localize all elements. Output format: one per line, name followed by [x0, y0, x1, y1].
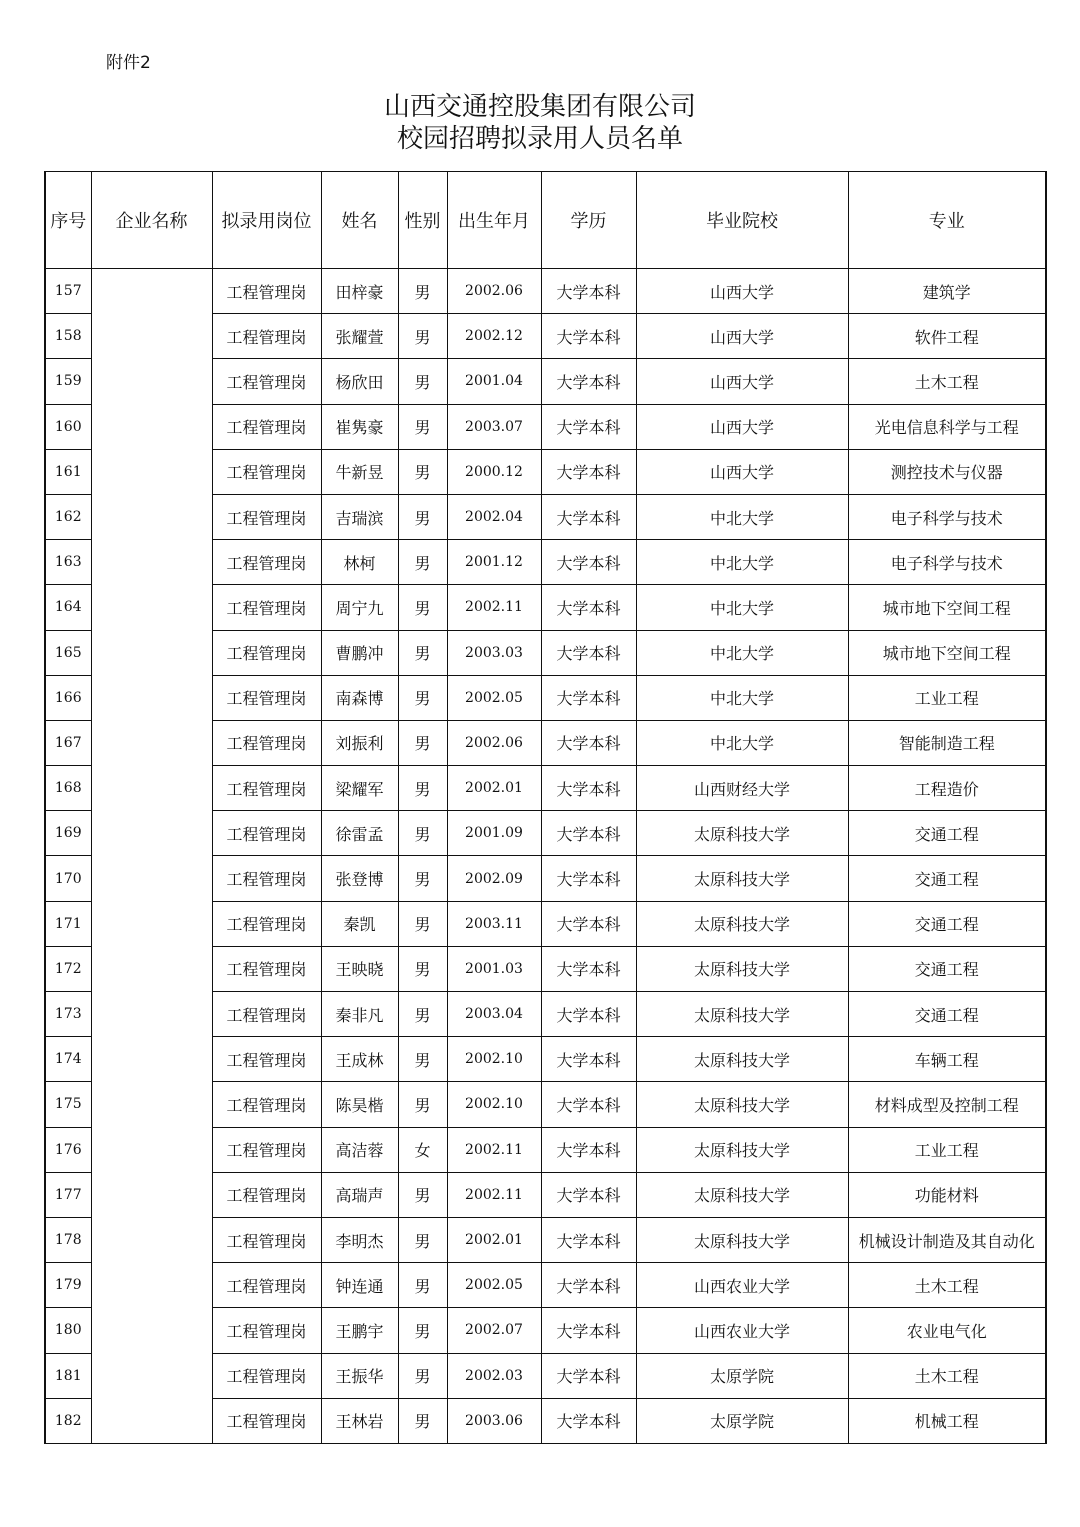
cell-name: 王映晓: [321, 946, 398, 991]
cell-position: 工程管理岗: [212, 675, 321, 720]
cell-name: 杨欣田: [321, 359, 398, 404]
cell-major: 城市地下空间工程: [848, 630, 1046, 675]
cell-education: 大学本科: [541, 494, 636, 539]
cell-gender: 男: [398, 675, 447, 720]
cell-birth: 2002.03: [447, 1353, 541, 1398]
cell-birth: 2003.03: [447, 630, 541, 675]
header-school: 毕业院校: [636, 172, 848, 269]
cell-school: 山西大学: [636, 449, 848, 494]
cell-seq: 161: [45, 449, 91, 494]
cell-name: 陈昊楷: [321, 1082, 398, 1127]
cell-major: 材料成型及控制工程: [848, 1082, 1046, 1127]
cell-birth: 2002.11: [447, 1127, 541, 1172]
cell-position: 工程管理岗: [212, 1308, 321, 1353]
hire-list-table: [44, 171, 1047, 1444]
header-education: 学历: [541, 172, 636, 269]
cell-seq: 172: [45, 946, 91, 991]
cell-gender: 男: [398, 494, 447, 539]
cell-school: 中北大学: [636, 540, 848, 585]
cell-major: 测控技术与仪器: [848, 449, 1046, 494]
cell-name: 周宁九: [321, 585, 398, 630]
cell-gender: 男: [398, 1217, 447, 1262]
cell-birth: 2002.06: [447, 269, 541, 314]
cell-major: 土木工程: [848, 1263, 1046, 1308]
cell-position: 工程管理岗: [212, 1217, 321, 1262]
cell-seq: 165: [45, 630, 91, 675]
cell-major: 电子科学与技术: [848, 494, 1046, 539]
cell-education: 大学本科: [541, 901, 636, 946]
cell-name: 吉瑞滨: [321, 494, 398, 539]
cell-birth: 2001.09: [447, 811, 541, 856]
document-title-line1: 山西交通控股集团有限公司: [383, 92, 696, 122]
cell-birth: 2002.11: [447, 1172, 541, 1217]
cell-major: 建筑学: [848, 269, 1046, 314]
document-title-line2: 校园招聘拟录用人员名单: [396, 124, 683, 154]
cell-education: 大学本科: [541, 992, 636, 1037]
header-major: 专业: [848, 172, 1046, 269]
cell-birth: 2003.07: [447, 404, 541, 449]
cell-gender: 男: [398, 269, 447, 314]
cell-education: 大学本科: [541, 449, 636, 494]
cell-education: 大学本科: [541, 359, 636, 404]
attachment-label: 附件2: [106, 53, 151, 73]
cell-position: 工程管理岗: [212, 494, 321, 539]
cell-name: 崔隽豪: [321, 404, 398, 449]
cell-birth: 2003.04: [447, 992, 541, 1037]
cell-education: 大学本科: [541, 856, 636, 901]
cell-position: 工程管理岗: [212, 314, 321, 359]
cell-education: 大学本科: [541, 1172, 636, 1217]
cell-seq: 175: [45, 1082, 91, 1127]
cell-birth: 2000.12: [447, 449, 541, 494]
cell-gender: 男: [398, 766, 447, 811]
cell-education: 大学本科: [541, 1263, 636, 1308]
cell-birth: 2002.05: [447, 1263, 541, 1308]
cell-position: 工程管理岗: [212, 766, 321, 811]
cell-gender: 男: [398, 404, 447, 449]
cell-birth: 2003.11: [447, 901, 541, 946]
header-position: 拟录用岗位: [212, 172, 321, 269]
cell-seq: 174: [45, 1037, 91, 1082]
cell-gender: 男: [398, 630, 447, 675]
header-seq: 序号: [45, 172, 91, 269]
cell-birth: 2002.04: [447, 494, 541, 539]
cell-birth: 2002.11: [447, 585, 541, 630]
cell-major: 工程造价: [848, 766, 1046, 811]
cell-name: 林柯: [321, 540, 398, 585]
cell-seq: 162: [45, 494, 91, 539]
cell-gender: 男: [398, 1353, 447, 1398]
cell-education: 大学本科: [541, 585, 636, 630]
cell-school: 太原学院: [636, 1353, 848, 1398]
header-birth: 出生年月: [447, 172, 541, 269]
cell-birth: 2003.06: [447, 1398, 541, 1443]
cell-gender: 男: [398, 314, 447, 359]
cell-school: 中北大学: [636, 585, 848, 630]
cell-seq: 170: [45, 856, 91, 901]
cell-major: 土木工程: [848, 359, 1046, 404]
cell-school: 太原科技大学: [636, 1082, 848, 1127]
cell-gender: 男: [398, 1082, 447, 1127]
cell-school: 太原科技大学: [636, 992, 848, 1037]
cell-major: 土木工程: [848, 1353, 1046, 1398]
table-header-row: [45, 172, 1046, 269]
cell-name: 张登博: [321, 856, 398, 901]
cell-position: 工程管理岗: [212, 720, 321, 765]
cell-school: 太原科技大学: [636, 1172, 848, 1217]
cell-school: 山西大学: [636, 314, 848, 359]
cell-school: 中北大学: [636, 494, 848, 539]
cell-school: 太原科技大学: [636, 811, 848, 856]
cell-seq: 178: [45, 1217, 91, 1262]
cell-major: 电子科学与技术: [848, 540, 1046, 585]
cell-name: 钟连通: [321, 1263, 398, 1308]
cell-school: 山西财经大学: [636, 766, 848, 811]
cell-birth: 2001.03: [447, 946, 541, 991]
cell-major: 工业工程: [848, 1127, 1046, 1172]
cell-education: 大学本科: [541, 269, 636, 314]
cell-gender: 男: [398, 720, 447, 765]
cell-education: 大学本科: [541, 540, 636, 585]
cell-major: 光电信息科学与工程: [848, 404, 1046, 449]
cell-name: 王鹏宇: [321, 1308, 398, 1353]
cell-school: 山西大学: [636, 269, 848, 314]
cell-gender: 女: [398, 1127, 447, 1172]
cell-seq: 179: [45, 1263, 91, 1308]
cell-gender: 男: [398, 811, 447, 856]
cell-seq: 158: [45, 314, 91, 359]
cell-position: 工程管理岗: [212, 901, 321, 946]
cell-position: 工程管理岗: [212, 1037, 321, 1082]
cell-gender: 男: [398, 540, 447, 585]
cell-gender: 男: [398, 585, 447, 630]
cell-school: 中北大学: [636, 675, 848, 720]
cell-company: [91, 269, 212, 1444]
cell-school: 太原科技大学: [636, 946, 848, 991]
cell-position: 工程管理岗: [212, 359, 321, 404]
header-company: 企业名称: [91, 172, 212, 269]
header-gender: 性别: [398, 172, 447, 269]
cell-birth: 2002.05: [447, 675, 541, 720]
cell-education: 大学本科: [541, 946, 636, 991]
cell-position: 工程管理岗: [212, 1082, 321, 1127]
cell-position: 工程管理岗: [212, 946, 321, 991]
cell-education: 大学本科: [541, 1037, 636, 1082]
cell-education: 大学本科: [541, 314, 636, 359]
cell-position: 工程管理岗: [212, 585, 321, 630]
cell-school: 太原科技大学: [636, 901, 848, 946]
cell-gender: 男: [398, 901, 447, 946]
cell-seq: 180: [45, 1308, 91, 1353]
cell-position: 工程管理岗: [212, 630, 321, 675]
cell-position: 工程管理岗: [212, 1263, 321, 1308]
cell-school: 山西农业大学: [636, 1308, 848, 1353]
cell-major: 工业工程: [848, 675, 1046, 720]
cell-position: 工程管理岗: [212, 992, 321, 1037]
cell-school: 太原科技大学: [636, 1217, 848, 1262]
cell-birth: 2002.12: [447, 314, 541, 359]
cell-education: 大学本科: [541, 766, 636, 811]
cell-major: 交通工程: [848, 992, 1046, 1037]
cell-position: 工程管理岗: [212, 811, 321, 856]
cell-gender: 男: [398, 992, 447, 1037]
cell-gender: 男: [398, 946, 447, 991]
cell-gender: 男: [398, 1263, 447, 1308]
cell-seq: 157: [45, 269, 91, 314]
cell-major: 机械工程: [848, 1398, 1046, 1443]
cell-school: 中北大学: [636, 720, 848, 765]
table-row: [45, 269, 1046, 314]
header-name: 姓名: [321, 172, 398, 269]
cell-birth: 2002.01: [447, 766, 541, 811]
cell-major: 交通工程: [848, 811, 1046, 856]
cell-gender: 男: [398, 359, 447, 404]
cell-name: 曹鹏冲: [321, 630, 398, 675]
cell-name: 田梓豪: [321, 269, 398, 314]
cell-position: 工程管理岗: [212, 1127, 321, 1172]
cell-major: 软件工程: [848, 314, 1046, 359]
cell-school: 中北大学: [636, 630, 848, 675]
cell-major: 交通工程: [848, 901, 1046, 946]
cell-school: 山西大学: [636, 404, 848, 449]
cell-name: 秦非凡: [321, 992, 398, 1037]
cell-gender: 男: [398, 1398, 447, 1443]
cell-school: 太原科技大学: [636, 1037, 848, 1082]
cell-position: 工程管理岗: [212, 856, 321, 901]
table-body: [45, 269, 1046, 1444]
cell-name: 刘振利: [321, 720, 398, 765]
cell-major: 交通工程: [848, 946, 1046, 991]
cell-seq: 168: [45, 766, 91, 811]
cell-major: 智能制造工程: [848, 720, 1046, 765]
cell-major: 功能材料: [848, 1172, 1046, 1217]
cell-name: 王振华: [321, 1353, 398, 1398]
cell-position: 工程管理岗: [212, 540, 321, 585]
cell-name: 高瑞声: [321, 1172, 398, 1217]
cell-gender: 男: [398, 1308, 447, 1353]
cell-seq: 169: [45, 811, 91, 856]
cell-education: 大学本科: [541, 404, 636, 449]
cell-name: 梁耀军: [321, 766, 398, 811]
cell-position: 工程管理岗: [212, 1172, 321, 1217]
cell-seq: 177: [45, 1172, 91, 1217]
cell-name: 牛新昱: [321, 449, 398, 494]
cell-education: 大学本科: [541, 630, 636, 675]
cell-name: 王成林: [321, 1037, 398, 1082]
cell-birth: 2002.09: [447, 856, 541, 901]
cell-seq: 166: [45, 675, 91, 720]
cell-school: 山西大学: [636, 359, 848, 404]
cell-school: 太原科技大学: [636, 856, 848, 901]
cell-school: 太原学院: [636, 1398, 848, 1443]
cell-birth: 2002.10: [447, 1082, 541, 1127]
cell-birth: 2002.01: [447, 1217, 541, 1262]
cell-education: 大学本科: [541, 1217, 636, 1262]
cell-seq: 182: [45, 1398, 91, 1443]
cell-education: 大学本科: [541, 1353, 636, 1398]
cell-birth: 2002.06: [447, 720, 541, 765]
cell-gender: 男: [398, 856, 447, 901]
cell-major: 农业电气化: [848, 1308, 1046, 1353]
cell-position: 工程管理岗: [212, 269, 321, 314]
cell-name: 高洁蓉: [321, 1127, 398, 1172]
cell-seq: 164: [45, 585, 91, 630]
cell-education: 大学本科: [541, 675, 636, 720]
cell-seq: 173: [45, 992, 91, 1037]
cell-position: 工程管理岗: [212, 404, 321, 449]
cell-name: 张耀萱: [321, 314, 398, 359]
cell-seq: 181: [45, 1353, 91, 1398]
cell-major: 车辆工程: [848, 1037, 1046, 1082]
cell-birth: 2001.04: [447, 359, 541, 404]
cell-education: 大学本科: [541, 1308, 636, 1353]
cell-seq: 176: [45, 1127, 91, 1172]
cell-seq: 167: [45, 720, 91, 765]
cell-school: 太原科技大学: [636, 1127, 848, 1172]
cell-name: 李明杰: [321, 1217, 398, 1262]
cell-gender: 男: [398, 1037, 447, 1082]
cell-education: 大学本科: [541, 720, 636, 765]
cell-seq: 159: [45, 359, 91, 404]
cell-name: 秦凯: [321, 901, 398, 946]
cell-position: 工程管理岗: [212, 1398, 321, 1443]
cell-seq: 160: [45, 404, 91, 449]
cell-name: 南森博: [321, 675, 398, 720]
cell-birth: 2002.07: [447, 1308, 541, 1353]
cell-education: 大学本科: [541, 1127, 636, 1172]
cell-seq: 163: [45, 540, 91, 585]
cell-birth: 2002.10: [447, 1037, 541, 1082]
cell-education: 大学本科: [541, 811, 636, 856]
cell-seq: 171: [45, 901, 91, 946]
cell-education: 大学本科: [541, 1082, 636, 1127]
cell-gender: 男: [398, 449, 447, 494]
cell-position: 工程管理岗: [212, 1353, 321, 1398]
cell-education: 大学本科: [541, 1398, 636, 1443]
cell-name: 徐雷孟: [321, 811, 398, 856]
cell-major: 城市地下空间工程: [848, 585, 1046, 630]
cell-gender: 男: [398, 1172, 447, 1217]
cell-birth: 2001.12: [447, 540, 541, 585]
cell-major: 交通工程: [848, 856, 1046, 901]
cell-school: 山西农业大学: [636, 1263, 848, 1308]
cell-name: 王林岩: [321, 1398, 398, 1443]
cell-major: 机械设计制造及其自动化: [848, 1217, 1046, 1262]
cell-position: 工程管理岗: [212, 449, 321, 494]
